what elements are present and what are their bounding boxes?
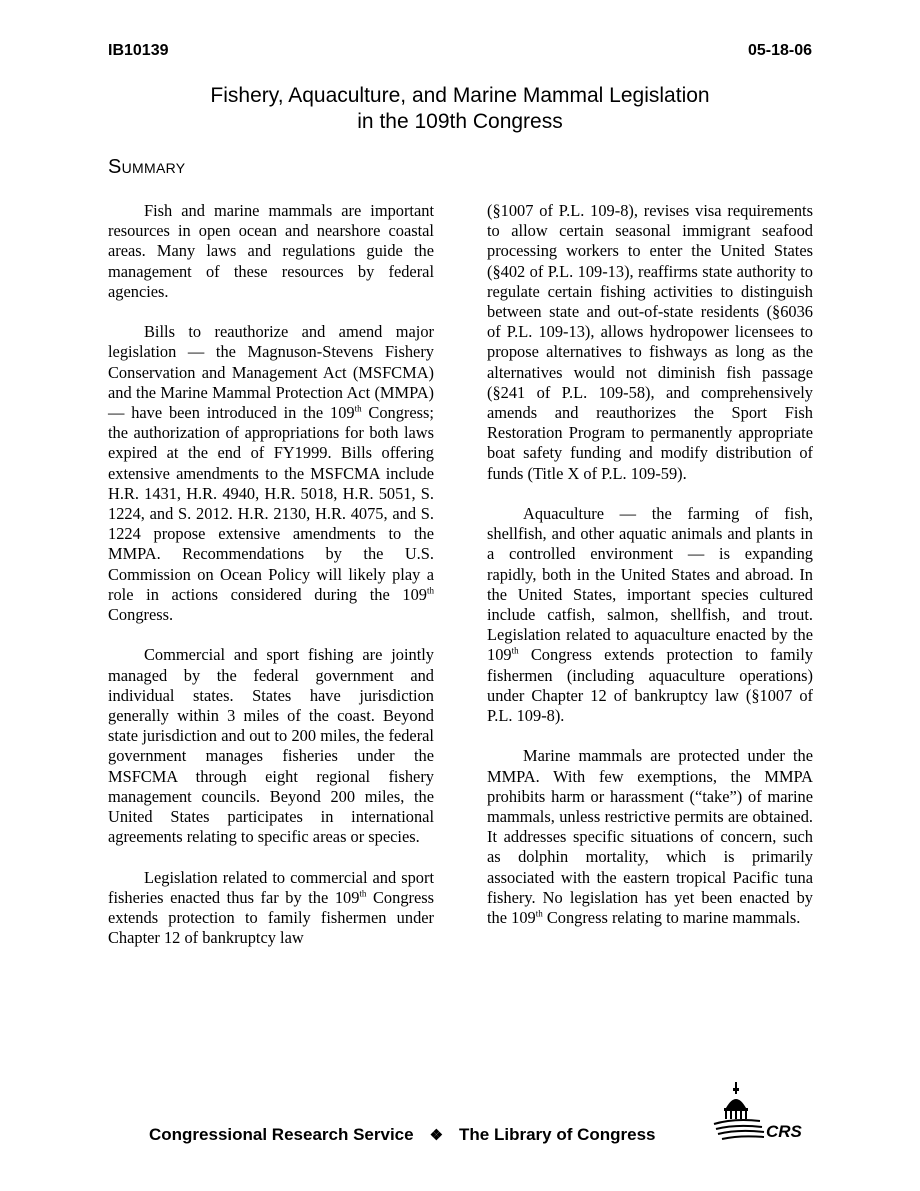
document-date: 05-18-06	[747, 42, 812, 59]
right-column	[487, 201, 813, 948]
footer-library: The Library of Congress	[459, 1125, 656, 1144]
paragraph-6: Marine mammals are protected under the MMPA. With few exemptions, the MMPA prohibits harm or harassment (“take”) of marine mammals, unless restrictive permits are obtained. It addresses specific situations of concern, such as dolphin mortality, which is primarily associated with the eastern tropical Pacific tuna fishery. No legislation has yet been enacted by the 109th Congress relating to marine mammals.	[487, 746, 813, 928]
paragraph-1: Fish and marine mammals are important resources in open ocean and nearshore coastal areas. Many laws and regulations guide the management of these resources by federal agencies.	[108, 201, 434, 301]
page-footer	[149, 1125, 656, 1145]
paragraph-3: Commercial and sport fishing are jointly managed by the federal government and individual states. States have jurisdiction generally within 3 miles of the coast. Beyond state jurisdiction and out to 200 miles, the federal government manages fisheries under the MSFCMA through eight regional fishery management councils. Beyond 200 miles, the United States participates in international agreements relating to specific areas or species.	[108, 645, 434, 847]
document-id: IB10139	[108, 42, 169, 59]
section-heading: Summary	[108, 156, 186, 178]
paragraph-5: Aquaculture — the farming of fish, shellfish, and other aquatic animals and plants in a controlled environment — is expanding rapidly, both in the United States and abroad. In the United States, important species cultured include catfish, salmon, shellfish, and trout. Legislation related to aquaculture enacted by the 109th Congress extends protection to family fishermen (including aquaculture operations) under Chapter 12 of bankruptcy law (§1007 of P.L. 109-8).	[487, 504, 813, 726]
footer-organization: Congressional Research Service	[149, 1125, 414, 1144]
page-title	[108, 83, 812, 135]
paragraph-4-part-2: (§1007 of P.L. 109-8), revises visa requirements to allow certain seasonal immigrant seafood processing workers to enter the United States (§402 of P.L. 109-13), reaffirms state authority to regulate certain fishing activities to distinguish between state and out-of-state residents (§6036 of P.L. 109-13), allows hydropower licensees to propose alternatives to fishways as long as the alternatives would not diminish fish passage (§241 of P.L. 109-58), and comprehensively amends and reauthorizes the Sport Fish Restoration Program to permanently appropriate boat safety funding and modify distribution of funds (Title X of P.L. 109-59).	[487, 201, 813, 483]
title-line-2: in the 109th Congress	[357, 110, 563, 133]
paragraph-2: Bills to reauthorize and amend major legislation — the Magnuson-Stevens Fishery Conservation and Management Act (MSFCMA) and the Marine Mammal Protection Act (MMPA) — have been introduced in the 109th Congress; the authorization of appropriations for both laws expired at the end of FY1999. Bills offering extensive amendments to the MSFCMA include H.R. 1431, H.R. 4940, H.R. 5018, H.R. 5051, S. 1224, and S. 2012. H.R. 2130, H.R. 4075, and S. 1224 propose extensive amendments to the MMPA. Recommendations by the U.S. Commission on Ocean Policy will likely play a role in actions considered during the 109th Congress.	[108, 322, 434, 625]
title-line-1: Fishery, Aquaculture, and Marine Mammal Legislation	[210, 84, 710, 107]
left-column	[108, 201, 434, 969]
paragraph-4-part-1: Legislation related to commercial and sport fisheries enacted thus far by the 109th Congress extends protection to family fishermen under Chapter 12 of bankruptcy law	[108, 867, 434, 948]
footer-separator-icon: ❖	[429, 1127, 444, 1144]
page-header	[108, 42, 812, 68]
crs-capitol-logo-icon	[712, 1080, 804, 1146]
crs-logo-text: CRS	[766, 1122, 802, 1141]
